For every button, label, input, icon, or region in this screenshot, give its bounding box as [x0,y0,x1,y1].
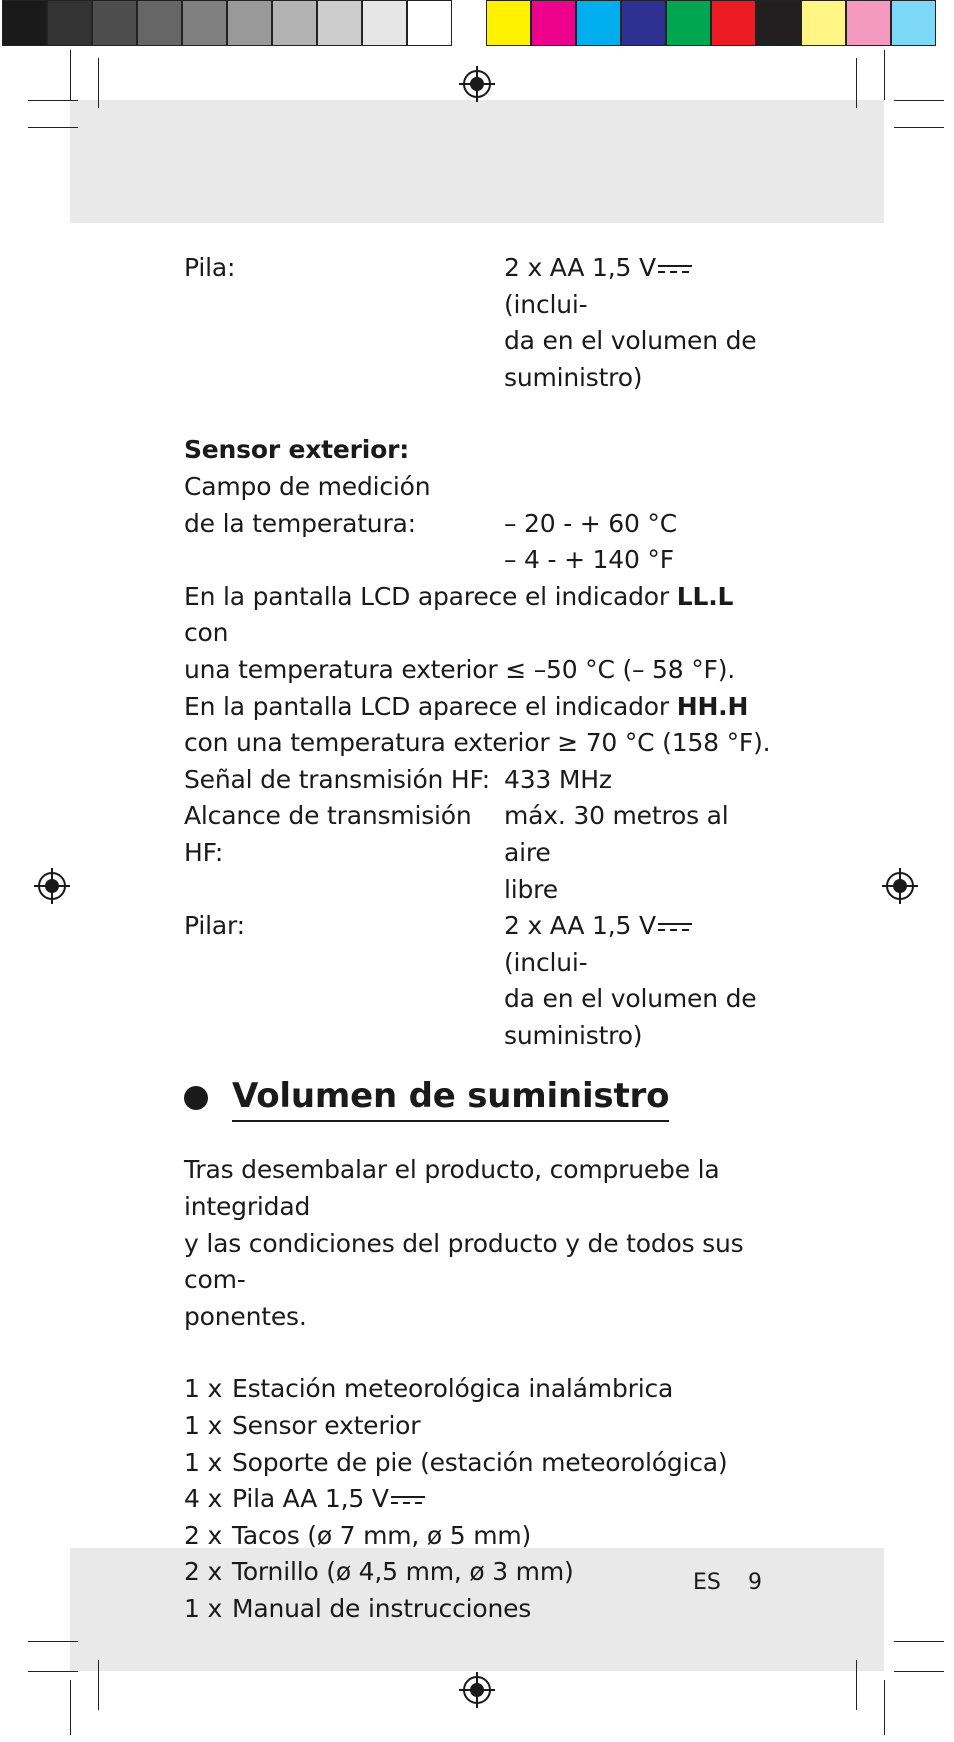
bullet-icon [184,1086,208,1110]
swatch [486,0,531,46]
lcd-high-line2: con una temperatura exterior ≥ 70 °C (158 °F). [184,728,771,758]
registration-mark-icon [459,1672,495,1708]
range-tx-value [504,798,774,908]
swatch [891,0,936,46]
crop-mark [98,58,99,108]
swatch [621,0,666,46]
registration-mark-icon [459,66,495,102]
item-qty: 4 x [184,1484,223,1514]
sensor-battery-value-cont: suministro) [504,1020,643,1050]
item-text: Tacos (ø 7 mm, ø 5 mm) [232,1520,532,1550]
lcd-low-note [184,579,774,652]
item-text-label: Pila AA 1,5 V [232,1484,389,1514]
color-swatch-bar [486,0,936,48]
supply-list [184,1371,774,1627]
crop-mark [884,50,885,100]
list-item [184,1445,774,1482]
sensor-battery-value-cont: da en el volumen de [504,984,757,1014]
item-qty: 1 x [184,1411,223,1441]
range-tx-value-1: máx. 30 metros al aire [504,801,729,867]
lcd-low-post: con [184,618,229,648]
swatch [137,0,182,46]
swatch [666,0,711,46]
battery-main-value-cont: da en el volumen de [504,326,757,356]
item-text: Manual de instrucciones [232,1594,532,1623]
rf-label: Señal de transmisión HF: [184,764,490,794]
list-item [184,1518,774,1555]
swatch [407,0,452,46]
spec-content [184,250,774,1628]
battery-main-value-post: (inclui- [504,289,588,319]
crop-mark [98,1660,99,1710]
range-tx-row [184,798,774,908]
dc-symbol-icon [658,263,692,275]
swatch [362,0,407,46]
crop-mark [894,100,944,101]
crop-mark [856,1660,857,1710]
rf-value: 433 MHz [504,764,612,794]
battery-main-value-pre: 2 x AA 1,5 V [504,253,656,282]
range-label-2: de la temperatura: [184,508,416,538]
supply-intro-line: y las condiciones del producto y de todos sus com- [184,1228,744,1295]
list-item [184,1481,774,1518]
sensor-battery-value-post: (inclui- [504,947,588,977]
swatch [531,0,576,46]
lcd-low-line2: una temperatura exterior ≤ –50 °C (– 58 °F). [184,654,735,684]
lcd-low-pre: En la pantalla LCD aparece el indicador [184,581,677,611]
crop-mark [28,100,78,101]
item-qty: 2 x [184,1557,223,1587]
supply-title: Volumen de suministro [232,1074,669,1122]
battery-main-label: Pila: [184,253,236,282]
sensor-battery-row [184,908,774,1054]
range-celsius: – 20 - + 60 °C [504,508,677,538]
swatch [47,0,92,46]
crop-mark [894,1671,944,1672]
sensor-battery-value-pre: 2 x AA 1,5 V [504,911,656,941]
list-item [184,1554,774,1591]
list-item [184,1408,774,1445]
lcd-low-code: LL.L [676,581,734,611]
registration-mark-icon [34,868,70,904]
sensor-battery-value [504,908,774,1054]
supply-intro-line: Tras desembalar el producto, compruebe la integridad [184,1155,720,1222]
range-row [184,506,774,579]
battery-main-value-cont: suministro) [504,362,643,392]
crop-mark [884,1680,885,1735]
list-item [184,1371,774,1408]
swatch [756,0,801,46]
range-label-1: Campo de medición [184,471,431,501]
swatch [711,0,756,46]
item-text: Sensor exterior [232,1411,421,1441]
rf-row [184,762,774,799]
swatch [801,0,846,46]
swatch [182,0,227,46]
swatch [576,0,621,46]
header-band [70,100,884,223]
item-qty: 2 x [184,1520,223,1550]
item-text [232,1481,425,1518]
crop-mark [28,1641,78,1642]
lcd-high-code: HH.H [676,691,749,721]
sensor-heading: Sensor exterior: [184,435,410,465]
footer-lang: ES [693,1570,721,1595]
range-values [504,506,774,579]
list-item [184,1591,774,1628]
range-tx-label: Alcance de transmisión HF: [184,801,472,867]
crop-mark [856,58,857,108]
crop-mark [894,1641,944,1642]
range-fahrenheit: – 4 - + 140 °F [504,545,674,575]
lcd-high-note [184,689,774,726]
dc-symbol-icon [391,1494,425,1506]
battery-main-row [184,250,774,396]
page-number: 9 [748,1570,762,1595]
item-qty: 1 x [184,1594,223,1623]
item-qty: 1 x [184,1447,223,1477]
sensor-battery-label: Pilar: [184,911,245,941]
dc-symbol-icon [658,921,692,933]
supply-intro [184,1152,774,1335]
item-text: Estación meteorológica inalámbrica [232,1374,674,1404]
item-text: Soporte de pie (estación meteorológica) [232,1447,728,1477]
crop-mark [28,1671,78,1672]
supply-section-heading [184,1074,774,1122]
item-text: Tornillo (ø 4,5 mm, ø 3 mm) [232,1557,574,1587]
item-qty: 1 x [184,1374,223,1404]
swatch [92,0,137,46]
crop-mark [28,127,78,128]
swatch [2,0,47,46]
range-tx-value-2: libre [504,874,558,904]
swatch [846,0,891,46]
supply-intro-line: ponentes. [184,1301,307,1331]
crop-mark [70,50,71,100]
crop-mark [894,127,944,128]
swatch [227,0,272,46]
lcd-high-pre: En la pantalla LCD aparece el indicador [184,691,677,721]
crop-mark [70,1680,71,1735]
gray-swatch-bar [2,0,452,48]
registration-mark-icon [882,868,918,904]
battery-main-value [504,250,774,396]
swatch [272,0,317,46]
swatch [317,0,362,46]
